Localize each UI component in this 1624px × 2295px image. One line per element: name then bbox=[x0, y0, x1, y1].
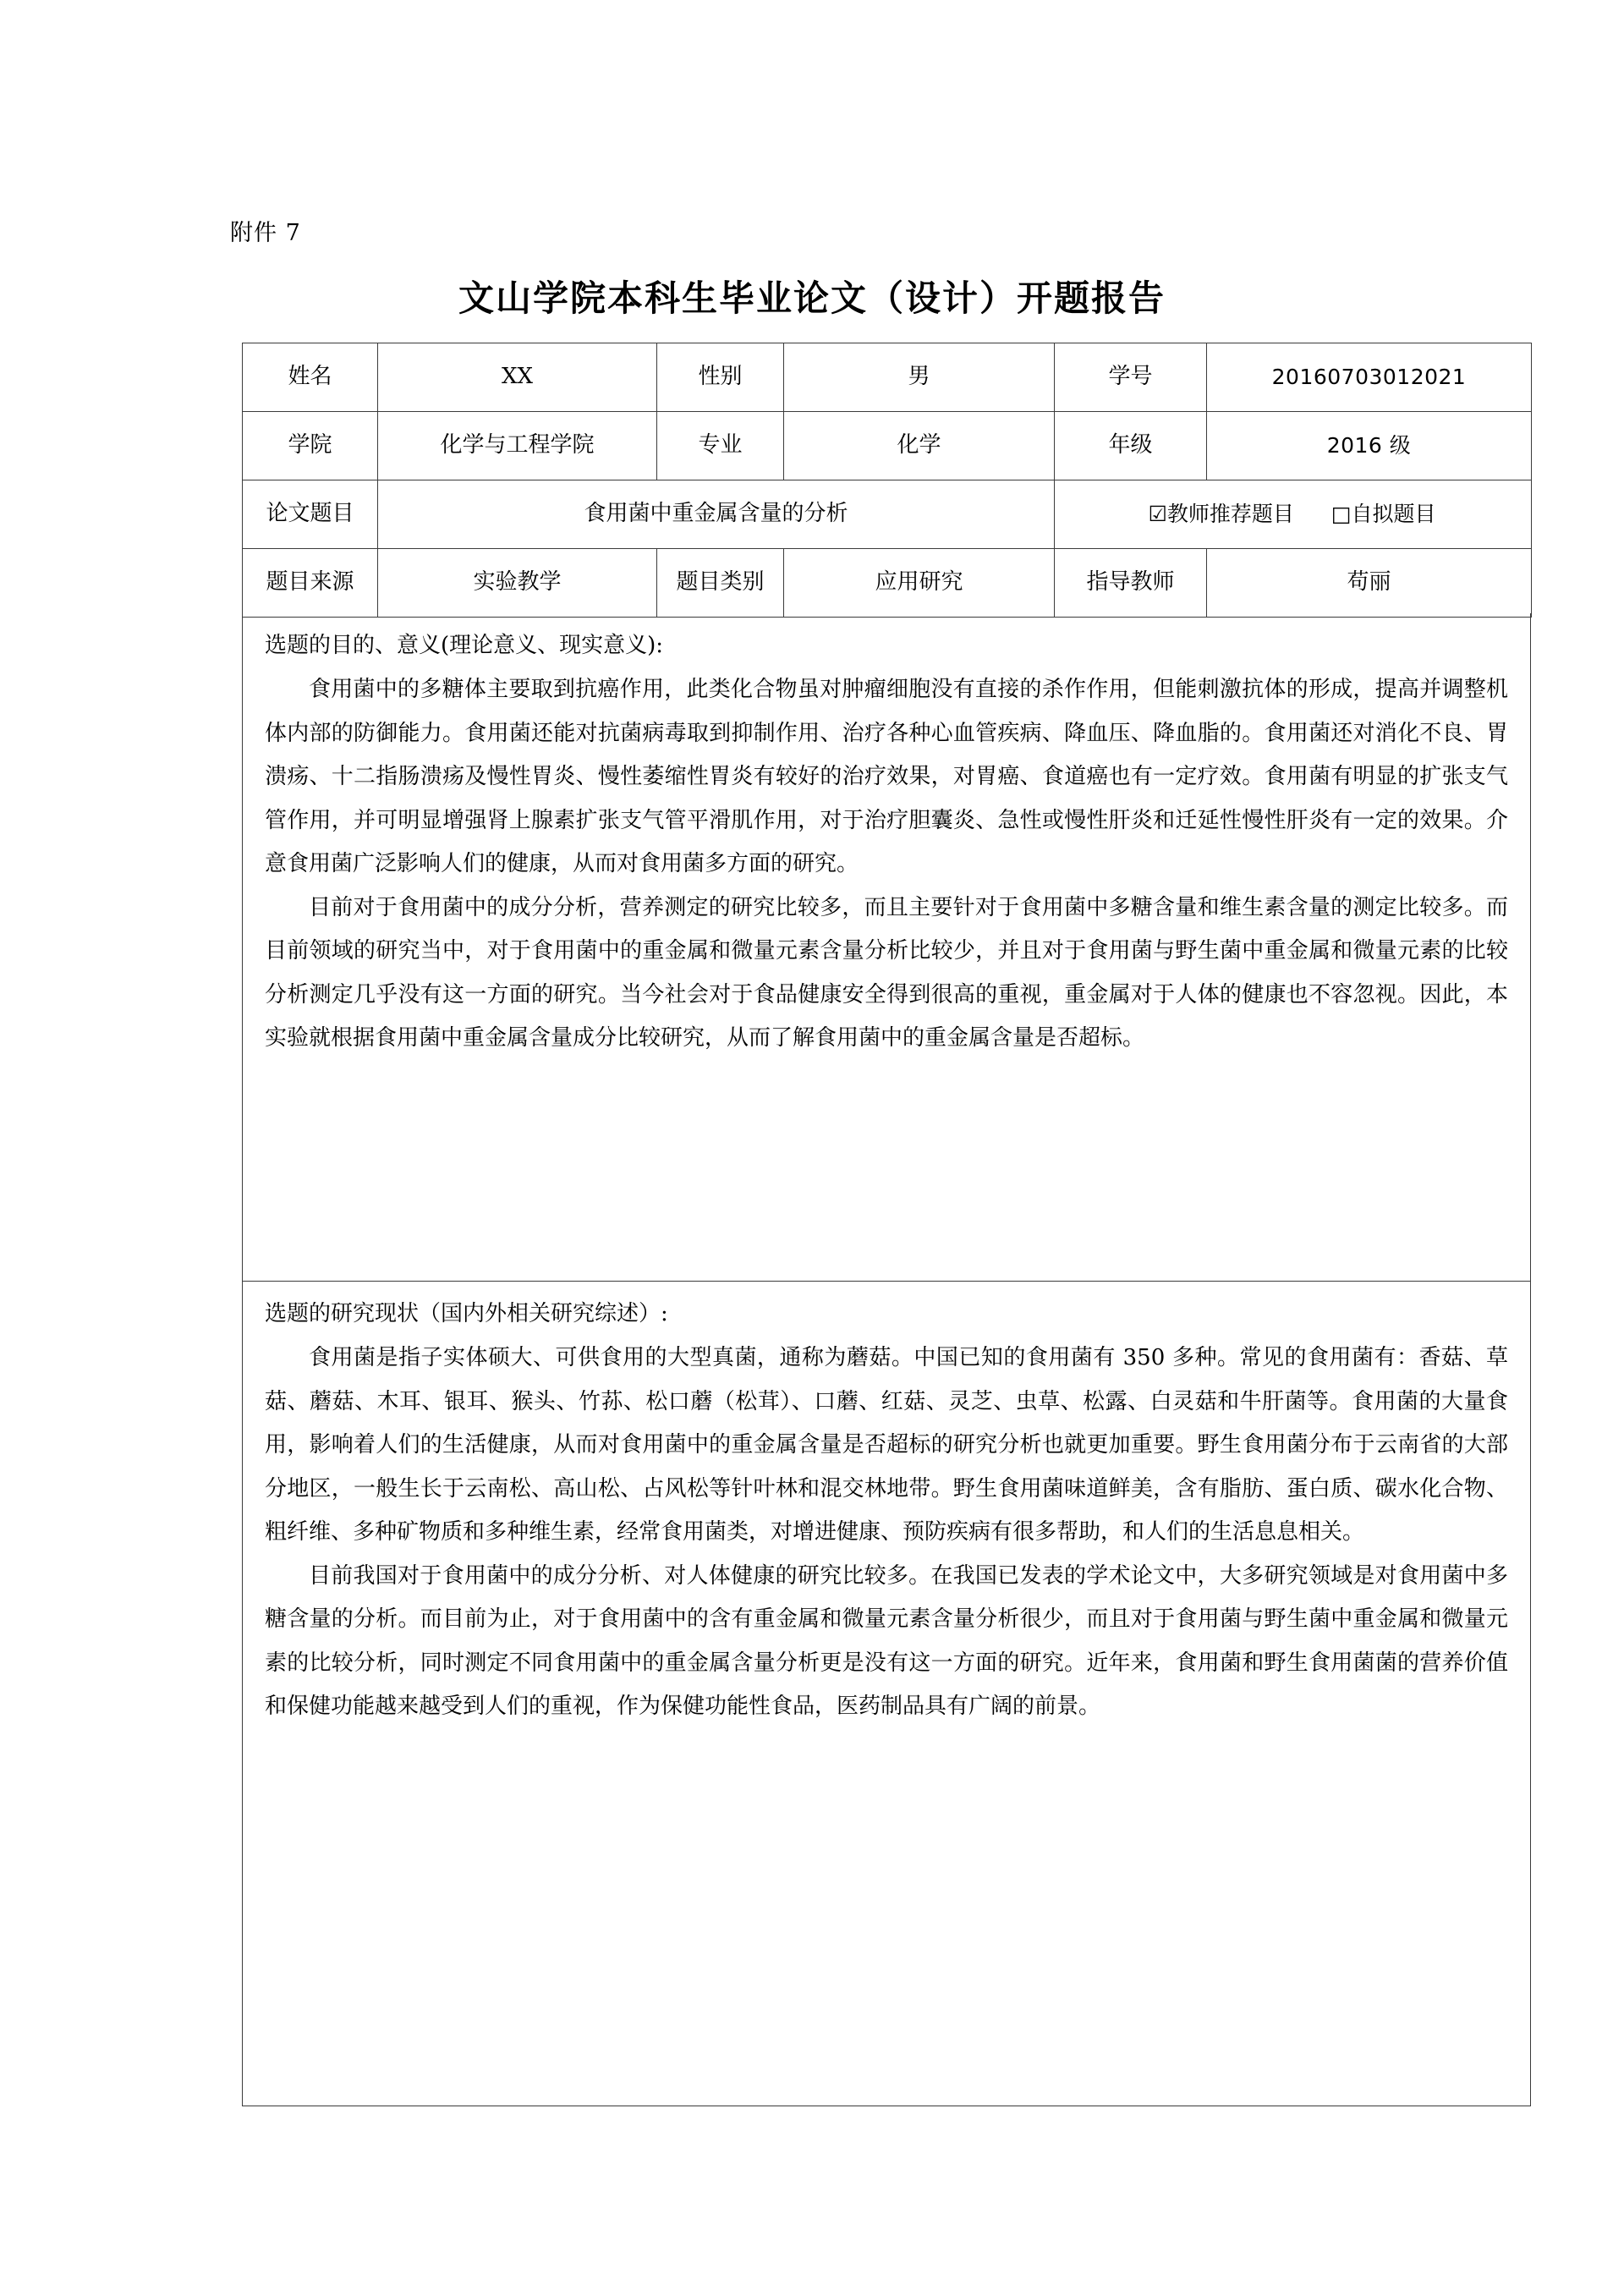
checkbox-teacher-recommended[interactable]: ☑教师推荐题目 bbox=[1148, 501, 1294, 526]
name-value: XX bbox=[378, 343, 657, 412]
attachment-label: 附件 7 bbox=[230, 220, 301, 246]
advisor-label: 指导教师 bbox=[1055, 549, 1207, 618]
section-purpose bbox=[242, 613, 1531, 1282]
section-research-status-paragraph-1: 食用菌是指子实体硕大、可供食用的大型真菌，通称为蘑菇。中国已知的食用菌有 350 多种。常见的食用菌有：香菇、草菇、蘑菇、木耳、银耳、猴头、竹荪、松口蘑（松茸）、口蘑、红菇、灵芝、虫草、松露、白灵菇和牛肝菌等。食用菌的大量食用，影响着人们的生活健康，从而对食用菌中的重金属含量是否超标的研究分析也就更加重要。野生食用菌分布于云南省的大部分地区，一般生长于云南松、高山松、占风松等针叶林和混交林地带。野生食用菌味道鲜美，含有脂肪、蛋白质、碳水化合物、粗纤维、多种矿物质和多种维生素，经常食用菌类，对增进健康、预防疾病有很多帮助，和人们的生活息息相关。 bbox=[265, 1345, 1508, 1546]
category-value: 应用研究 bbox=[784, 549, 1055, 618]
college-label: 学院 bbox=[243, 412, 378, 480]
advisor-value: 苟丽 bbox=[1207, 549, 1532, 618]
grade-value: 2016 级 bbox=[1207, 412, 1532, 480]
student-no-label: 学号 bbox=[1055, 343, 1207, 412]
page-title: 文山学院本科生毕业论文（设计）开题报告 bbox=[458, 277, 1166, 319]
major-value: 化学 bbox=[784, 412, 1055, 480]
section-purpose-heading: 选题的目的、意义(理论意义、现实意义): bbox=[265, 633, 664, 658]
thesis-title-value: 食用菌中重金属含量的分析 bbox=[378, 480, 1055, 549]
grade-label: 年级 bbox=[1055, 412, 1207, 480]
title-source-checkboxes bbox=[1055, 480, 1532, 549]
source-label: 题目来源 bbox=[243, 549, 378, 618]
section-purpose-paragraph-2: 目前对于食用菌中的成分分析，营养测定的研究比较多，而且主要针对于食用菌中多糖含量和维生素含量的测定比较多。而目前领域的研究当中，对于食用菌中的重金属和微量元素含量分析比较少，并且对于食用菌与野生菌中重金属和微量元素的比较分析测定几乎没有这一方面的研究。当今社会对于食品健康安全得到很高的重视，重金属对于人体的健康也不容忽视。因此，本实验就根据食用菌中重金属含量成分比较研究，从而了解食用菌中的重金属含量是否超标。 bbox=[265, 894, 1508, 1051]
section-research-status-paragraph-2: 目前我国对于食用菌中的成分分析、对人体健康的研究比较多。在我国已发表的学术论文中，大多研究领域是对食用菌中多糖含量的分析。而目前为止，对于食用菌中的含有重金属和微量元素含量分析很少，而且对于食用菌与野生菌中重金属和微量元素的比较分析，同时测定不同食用菌中的重金属含量分析更是没有这一方面的研究。近年来，食用菌和野生食用菌菌的营养价值和保健功能越来越受到人们的重视，作为保健功能性食品，医药制品具有广阔的前景。 bbox=[265, 1562, 1508, 1720]
table-row-name bbox=[243, 343, 1532, 412]
gender-label: 性别 bbox=[657, 343, 784, 412]
thesis-title-label: 论文题目 bbox=[243, 480, 378, 549]
name-label: 姓名 bbox=[243, 343, 378, 412]
major-label: 专业 bbox=[657, 412, 784, 480]
table-row-college bbox=[243, 412, 1532, 480]
college-value: 化学与工程学院 bbox=[378, 412, 657, 480]
section-purpose-paragraph-1: 食用菌中的多糖体主要取到抗癌作用，此类化合物虽对肿瘤细胞没有直接的杀作作用，但能刺激抗体的形成，提高并调整机体内部的防御能力。食用菌还能对抗菌病毒取到抑制作用、治疗各种心血管疾病、降血压、降血脂的。食用菌还对消化不良、胃溃疡、十二指肠溃疡及慢性胃炎、慢性萎缩性胃炎有较好的治疗效果，对胃癌、食道癌也有一定疗效。食用菌有明显的扩张支气管作用，并可明显增强肾上腺素扩张支气管平滑肌作用，对于治疗胆囊炎、急性或慢性肝炎和迁延性慢性肝炎有一定的效果。介意食用菌广泛影响人们的健康，从而对食用菌多方面的研究。 bbox=[265, 677, 1508, 877]
source-value: 实验教学 bbox=[378, 549, 657, 618]
table-row-source bbox=[243, 549, 1532, 618]
checkbox-self-proposed[interactable]: □自拟题目 bbox=[1330, 501, 1436, 526]
student-info-table bbox=[242, 343, 1532, 618]
section-research-status-heading: 选题的研究现状（国内外相关研究综述）: bbox=[265, 1301, 668, 1326]
category-label: 题目类别 bbox=[657, 549, 784, 618]
table-row-thesis-title bbox=[243, 480, 1532, 549]
section-research-status bbox=[242, 1282, 1531, 2106]
gender-value: 男 bbox=[784, 343, 1055, 412]
student-no-value: 20160703012021 bbox=[1207, 343, 1532, 412]
